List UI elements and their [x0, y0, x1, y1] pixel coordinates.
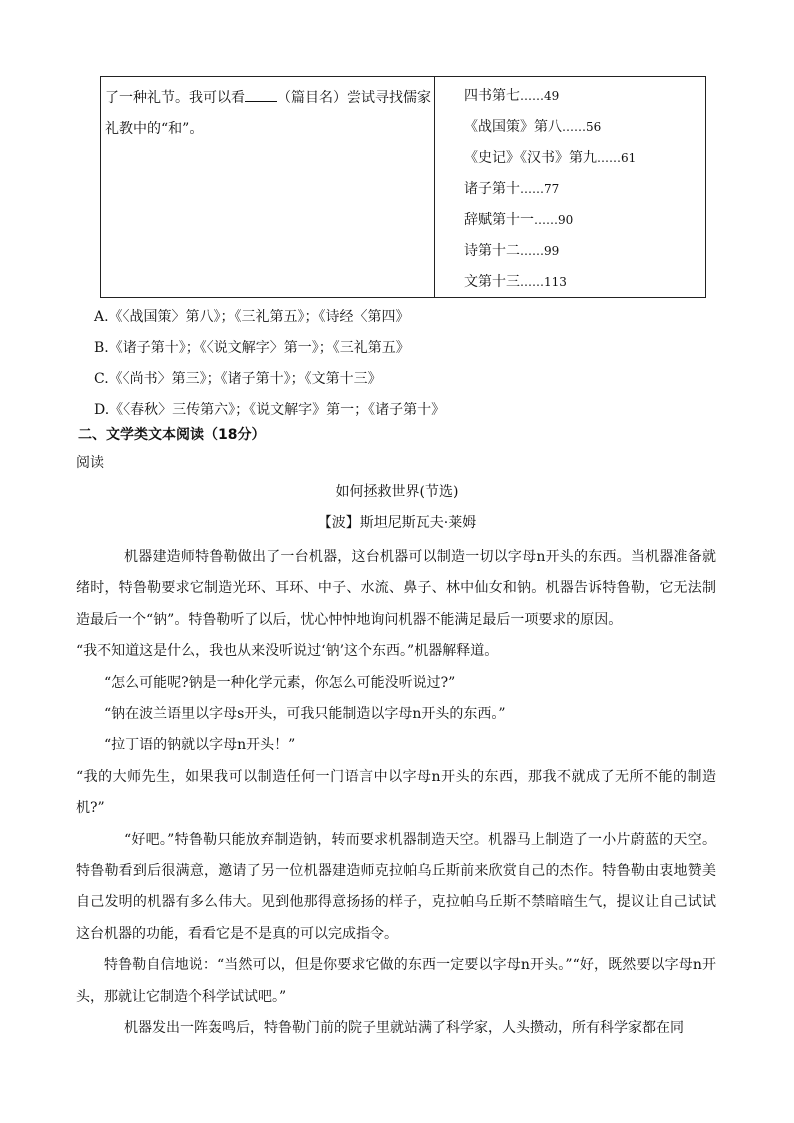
toc-entry: 文第十三……113 [464, 274, 567, 290]
option-a: A.《〈战国策〉第八》；《三礼第五》；《诗经〈第四》 [94, 309, 410, 325]
paragraph: 机器发出一阵轰鸣后，特鲁勒门前的院子里就站满了科学家，人头攒动，所有科学家都在同 [124, 1020, 684, 1037]
question-stem-text [105, 83, 431, 145]
read-label: 阅读 [76, 455, 104, 471]
toc-entry: 诗第十二……99 [464, 243, 560, 259]
table-of-contents [464, 81, 636, 298]
option-b: B.《诸子第十》；《〈说文解字〉第一》；《三礼第五》 [94, 340, 410, 356]
paragraph: 机器建造师特鲁勒做出了一台机器，这台机器可以制造一切以字母n开头的东西。当机器准备就绪时，特鲁勒要求它制造光环、耳环、中子、水流、鼻子、林中仙女和钠。机器告诉特鲁勒，它无法制造最后一个“钠”。特鲁勒听了以后，忧心忡忡地询问机器不能满足最后一项要求的原因。 [76, 549, 716, 628]
story-title: 如何拯救世界(节选) [335, 484, 459, 500]
stem-before-blank: 了一种礼节。我可以看 [105, 90, 245, 106]
paragraph: “怎么可能呢?钠是一种化学元素，你怎么可能没听说过?” [104, 674, 456, 691]
option-d: D.《〈春秋〉三传第六》；《说文解字》第一；《诸子第十》 [94, 402, 446, 418]
toc-entry: 《战国策》第八……56 [464, 119, 602, 135]
story-author: 【波】斯坦尼斯瓦夫·莱姆 [317, 515, 477, 531]
table-divider [434, 77, 435, 297]
paragraph: “我的大师先生，如果我可以制造任何一门语言中以字母n开头的东西，那我不就成了无所不能的制造机?” [76, 768, 716, 817]
toc-entry: 《史记》《汉书》第九……61 [464, 150, 637, 166]
section-heading: 二、文学类文本阅读（18分） [78, 427, 266, 443]
paragraph: “好吧。”特鲁勒只能放弃制造钠，转而要求机器制造天空。机器马上制造了一小片蔚蓝的天空。特鲁勒看到后很满意，邀请了另一位机器建造师克拉帕乌丘斯前来欣赏自己的杰作。特鲁勒由衷地赞美自己发明的机器有多么伟大。见到他那得意扬扬的样子，克拉帕乌丘斯不禁暗暗生气，提议让自己试试这台机器的功能，看看它是不是真的可以完成指令。 [76, 831, 716, 942]
paragraph: “我不知道这是什么，我也从来没听说过‘钠’这个东西。”机器解释道。 [76, 643, 499, 660]
option-c: C.《〈尚书〉第三》；《诸子第十》；《文第十三》 [94, 371, 382, 387]
answer-blank [245, 87, 277, 102]
paragraph: 特鲁勒自信地说：“当然可以，但是你要求它做的东西一定要以字母n开头。”“好，既然要以字母n开头，那就让它制造个科学试试吧。” [76, 957, 716, 1005]
stem-after-blank: （篇目名）尝试寻找儒家礼教中的“和”。 [105, 90, 431, 137]
toc-entry: 四书第七……49 [464, 88, 560, 104]
toc-entry: 诸子第十……77 [464, 181, 560, 197]
paragraph: “拉丁语的钠就以字母n开头！” [104, 737, 296, 754]
question-table [100, 76, 706, 298]
paragraph: “钠在波兰语里以字母s开头，可我只能制造以字母n开头的东西。” [104, 706, 506, 723]
story-body [76, 542, 716, 1045]
toc-entry: 辞赋第十一……90 [464, 212, 574, 228]
